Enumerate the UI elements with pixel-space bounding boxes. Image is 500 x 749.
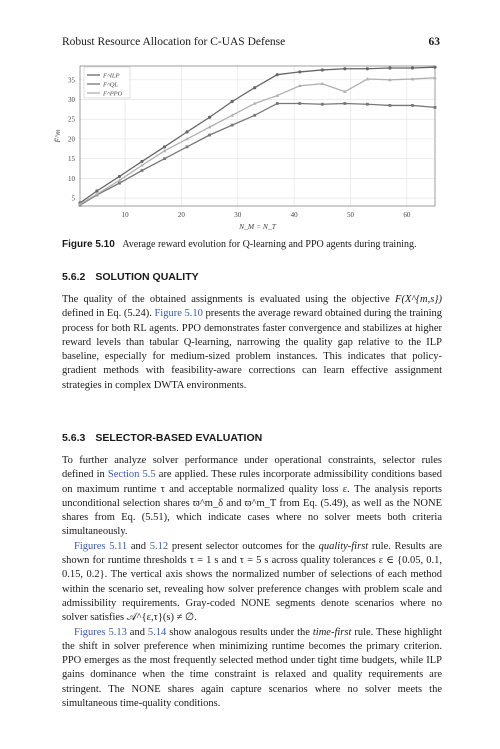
series-line-F^PPO [80,78,435,204]
figure-caption-text: Average reward evolution for Q-learning and PPO agents during training. [122,239,417,250]
data-point [343,102,346,105]
data-point [298,70,301,73]
paragraph: Figures 5.11 and 5.12 present selector outcomes for the quality-first rule. Results are shown for runtime thresholds τ = 1 s and τ = 5 s across quality tolerances ε ∈ {0.05, 0.1, 0.15, 0.2}. The vertical axis shows the normalized number of selections of each method within the scenario set, revealing how solver preference changes with problem scale and admissibility requirements. Gray-coded NONE segments denote scenarios where no solver satisfies 𝒜^{ε,τ}(s) ≠ ∅. [62,540,442,624]
reward-line-chart [50,58,450,230]
figure-link[interactable]: Figures 5.13 [74,626,127,638]
data-point [276,102,279,105]
data-point [95,189,98,192]
data-point [343,67,346,70]
legend-label: F^PPO [103,90,123,98]
data-point [276,73,279,76]
data-point [141,169,144,172]
data-point [321,68,324,71]
data-point [231,124,234,127]
paragraph: To further analyze solver performance under operational constraints, selector rules defined in Section 5.5 are applied. These rules incorporate admissibility conditions based on maximum runtime τ and acceptable normalized quality loss ε. The analysis reports unconditional selection shares ϖ^m_δ and ϖ^m_T from Eq. (5.49), as well as the NONE shares from Eq. (5.51), which indicate cases where no solver meets both criteria simultaneously. [62,455,443,538]
x-tick-label: 10 [121,211,129,219]
page-number: 63 [428,36,440,48]
plot-frame [80,66,435,206]
y-tick-label: 15 [68,155,75,164]
y-tick-label: 5 [71,194,75,203]
x-tick-label: 50 [346,211,354,219]
data-point [411,104,414,107]
data-point [253,114,256,117]
section-heading: 5.6.2 SOLUTION QUALITY [62,271,199,283]
section-heading: 5.6.3 SELECTOR-BASED EVALUATION [62,432,263,444]
figure-link[interactable]: Figure 5.10 [154,308,203,320]
figure-caption [62,239,442,250]
data-point [253,86,256,89]
data-point [366,67,369,70]
paragraph: Figures 5.13 and 5.14 show analogous results under the time-first rule. These highlight the shift in solver preference when minimizing runtime becomes the primary criterion. PPO emerges as the most frequently selected method under tight time budgets, while ILP gains dominance when the time constraint is relaxed and quality requirements are stringent. The NONE shares again capture scenarios where no solver meets the simultaneous time-quality conditions. [62,626,442,710]
figure-link[interactable]: Figures 5.11 [74,540,128,552]
data-point [185,130,188,133]
y-tick-label: 20 [68,135,75,144]
data-point [433,66,436,69]
y-tick-label: 30 [68,96,75,105]
data-point [434,106,437,109]
section-selector-evaluation [62,432,442,711]
running-title: Robust Resource Allocation for C-UAS Defense [62,36,286,48]
x-tick-label: 30 [234,211,242,219]
data-point [208,134,211,137]
legend-label: F^ILP [103,72,120,80]
x-tick-label: 20 [177,211,185,219]
y-tick-label: 10 [68,174,75,183]
data-point [208,116,211,119]
legend-label: F^QL [103,81,119,89]
figure-label: Figure 5.10 [62,239,115,250]
data-point [163,145,166,148]
x-axis-label: N_M = N_T [239,222,276,230]
data-point [411,66,414,69]
x-tick-label: 40 [290,211,298,219]
series-line-F^QL [80,103,435,205]
y-tick-label: 25 [68,115,75,124]
data-point [231,100,234,103]
figure-link[interactable]: 5.12 [149,540,169,552]
data-point [298,102,301,105]
figure-link[interactable]: 5.14 [147,626,167,638]
data-point [163,157,166,160]
section-link[interactable]: Section 5.5 [107,469,156,481]
data-point [366,103,369,106]
data-point [388,66,391,69]
paragraph: The quality of the obtained assignments is evaluated using the objective F(X^{m,s}) defined in Eq. (5.24). Figure 5.10 presents the average reward obtained during the training process for both RL agents. PPO demonstrates faster convergence and stabilizes at higher reward levels than tabular Q-learning, narrowing the quality gap relative to the ILP baseline, especially for medium-sized problem instances. This indicates that policy-gradient methods with feasibility-aware corrections can learn effective assignment strategies in complex DWTA environments. [62,294,442,391]
data-point [118,182,121,185]
x-tick-label: 60 [403,211,411,219]
section-solution-quality [62,271,442,393]
data-point [389,104,392,107]
y-axis-label: F̄^m [53,129,62,143]
data-point [118,175,121,178]
data-point [186,145,189,148]
y-tick-label: 35 [68,76,75,85]
series-line-F^ILP [80,67,435,203]
data-point [140,160,143,163]
data-point [321,103,324,106]
